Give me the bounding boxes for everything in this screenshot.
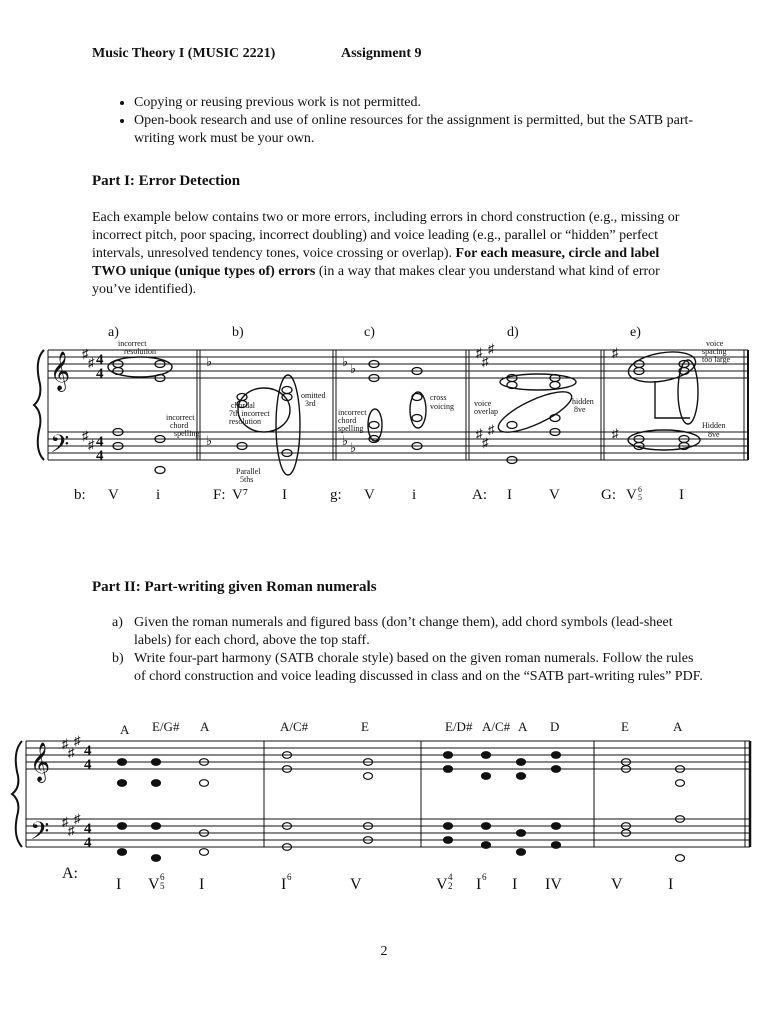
chord-symbol: E [621, 719, 629, 734]
roman-numeral: I [282, 487, 287, 503]
annotation: hidden [572, 397, 594, 406]
figure: 5 [160, 881, 165, 891]
svg-text:♯: ♯ [68, 745, 75, 760]
roman-numeral: I [679, 487, 684, 503]
annotation: omitted [301, 391, 326, 400]
svg-text:♯: ♯ [88, 355, 95, 370]
annotation: resolution [229, 417, 261, 426]
annotation: incorrect [166, 413, 195, 422]
svg-text:♭: ♭ [206, 354, 213, 369]
figure: 4 [448, 872, 453, 882]
key-label: A: [62, 865, 78, 882]
svg-text:♯: ♯ [482, 435, 489, 450]
figure: 5 [638, 493, 642, 502]
figure: 6 [638, 485, 642, 494]
rule-item: • Open-book research and use of online resources for the assignment is permitted, but the SATB part-writing work must be your own. [134, 112, 714, 148]
svg-text:♯: ♯ [62, 814, 69, 829]
roman-numeral: V [549, 487, 560, 503]
svg-text:𝄞: 𝄞 [30, 744, 51, 781]
svg-text:4: 4 [96, 448, 104, 464]
svg-text:4: 4 [84, 821, 92, 837]
svg-text:4: 4 [96, 352, 104, 368]
instructions-bold: For each measure, circle and label TWO unique (unique types of) errors [92, 246, 660, 279]
roman-numeral: V [350, 876, 362, 893]
svg-text:4: 4 [84, 743, 92, 759]
key-label: F: [213, 487, 226, 503]
item-marker: a) [112, 615, 123, 630]
roman-numeral: V [611, 876, 623, 893]
roman-numeral: i [412, 487, 417, 503]
key-label: g: [330, 487, 342, 503]
roman-numeral: V [148, 876, 160, 893]
annotation: chord [338, 416, 357, 425]
svg-text:♯: ♯ [476, 345, 483, 360]
annotation: chord [170, 421, 189, 430]
annotation: 7th incorrect [229, 409, 270, 418]
chord-symbol: A/C# [280, 719, 309, 734]
roman-numeral: I [512, 876, 518, 893]
part2-instructions [110, 614, 704, 686]
figure: 6 [160, 872, 165, 882]
annotation: Hidden [702, 421, 726, 430]
svg-text:♯: ♯ [74, 733, 81, 748]
svg-text:𝄞: 𝄞 [50, 353, 71, 390]
error-detection-score [0, 318, 768, 508]
chord-symbol: E/G# [152, 719, 180, 734]
svg-text:♭: ♭ [342, 433, 349, 448]
measure-label: c) [364, 325, 375, 340]
item-text: Write four-part harmony (SATB chorale style) based on the given roman numerals. Follow the rules of chord construction and voice leading discussed in class and on the “SATB part-writing rules” PDF. [134, 651, 703, 684]
part-writing-score [0, 712, 768, 898]
measure-label: d) [507, 325, 519, 340]
annotation: Parallel [236, 467, 261, 476]
svg-text:4: 4 [84, 757, 92, 773]
page-number: 2 [380, 944, 388, 959]
part1-instructions [92, 209, 682, 299]
chord-symbol: D [550, 719, 560, 734]
chord-symbol: E/D# [445, 719, 473, 734]
annotation: incorrect [338, 408, 367, 417]
item-text: Given the roman numerals and figured bass (don’t change them), add chord symbols (lead-sheet labels) for each chord, above the top staff. [134, 615, 673, 648]
svg-text:♯: ♯ [88, 437, 95, 452]
annotation: too large [702, 355, 731, 364]
assignment-title: Assignment 9 [341, 46, 422, 61]
roman-numeral: I [281, 876, 287, 893]
annotation: 5ths [240, 475, 254, 484]
rules-list [110, 94, 714, 148]
instructions-text: Each example below contains two or more errors, including errors in chord construction (e.g., missing or incorrect pitch, poor spacing, incorrect doubling) and voice leading (e.g., parallel or “hidden” perfect intervals, unresolved tendency tones, voice crossing or overlap). [92, 210, 680, 261]
annotation: resolution [124, 347, 156, 356]
annotation: 8ve [574, 405, 586, 414]
course-title: Music Theory I (MUSIC 2221) [92, 46, 276, 61]
measure-label: e) [630, 325, 641, 340]
roman-numeral: I [116, 876, 122, 893]
annotation: voice [474, 399, 492, 408]
roman-numeral: V [364, 487, 375, 503]
svg-text:4: 4 [96, 366, 104, 382]
annotation: cross [430, 393, 447, 402]
part1-title: Part I: Error Detection [92, 173, 241, 189]
roman-numeral: V⁷ [232, 487, 249, 503]
svg-text:𝄢: 𝄢 [30, 818, 50, 851]
svg-text:♯: ♯ [488, 422, 495, 437]
svg-text:♯: ♯ [82, 428, 89, 443]
svg-text:𝄢: 𝄢 [50, 431, 70, 464]
roman-numeral: i [156, 487, 161, 503]
roman-numeral: I [476, 876, 482, 893]
chord-symbol: A [518, 719, 528, 734]
svg-text:♯: ♯ [612, 345, 619, 360]
figure: 2 [448, 881, 453, 891]
chord-symbol: A [200, 719, 210, 734]
roman-numeral: V [108, 487, 119, 503]
instructions-text-end: (in a way that makes clear you understand what kind of error you’ve identified). [92, 264, 660, 297]
key-label: A: [472, 487, 487, 503]
annotation: spelling [338, 424, 364, 433]
roman-numeral: I [668, 876, 674, 893]
annotation: overlap [474, 407, 498, 416]
item-marker: b) [112, 651, 124, 666]
svg-text:♯: ♯ [476, 426, 483, 441]
chord-symbol: A [120, 722, 130, 737]
svg-text:♯: ♯ [488, 341, 495, 356]
roman-numeral: V [436, 876, 448, 893]
svg-text:♯: ♯ [482, 354, 489, 369]
annotation: 3rd [305, 399, 316, 408]
svg-text:♯: ♯ [74, 811, 81, 826]
svg-text:♯: ♯ [612, 426, 619, 441]
svg-text:4: 4 [96, 434, 104, 450]
svg-text:♭: ♭ [342, 354, 349, 369]
annotation: 8ve [708, 430, 720, 439]
roman-numeral: V [626, 487, 637, 503]
annotation: voicing [430, 402, 454, 411]
svg-text:♯: ♯ [68, 823, 75, 838]
rule-item: • Copying or reusing previous work is not permitted. [134, 94, 714, 112]
svg-text:♭: ♭ [206, 433, 213, 448]
annotation: incorrect [118, 339, 147, 348]
chord-symbol: E [361, 719, 369, 734]
annotation: spacing [702, 347, 727, 356]
svg-text:4: 4 [84, 835, 92, 851]
annotation: spelling [174, 429, 200, 438]
measure-label: a) [108, 325, 119, 340]
annotation: voice [706, 339, 724, 348]
svg-text:♯: ♯ [82, 346, 89, 361]
key-label: b: [74, 487, 86, 503]
part2-title: Part II: Part-writing given Roman numerals [92, 579, 377, 595]
svg-text:♭: ♭ [350, 440, 357, 455]
measure-label: b) [232, 325, 244, 340]
chord-symbol: A [673, 719, 683, 734]
roman-numeral: I [507, 487, 512, 503]
instruction-item [112, 614, 704, 650]
annotation: chordal [231, 401, 255, 410]
figure: 6 [287, 872, 292, 882]
key-label: G: [601, 487, 616, 503]
instruction-item [112, 650, 704, 686]
svg-text:♯: ♯ [62, 736, 69, 751]
roman-numeral: I [199, 876, 205, 893]
chord-symbol: A/C# [482, 719, 511, 734]
svg-text:♭: ♭ [350, 361, 357, 376]
roman-numeral: IV [545, 876, 562, 893]
figure: 6 [482, 872, 487, 882]
